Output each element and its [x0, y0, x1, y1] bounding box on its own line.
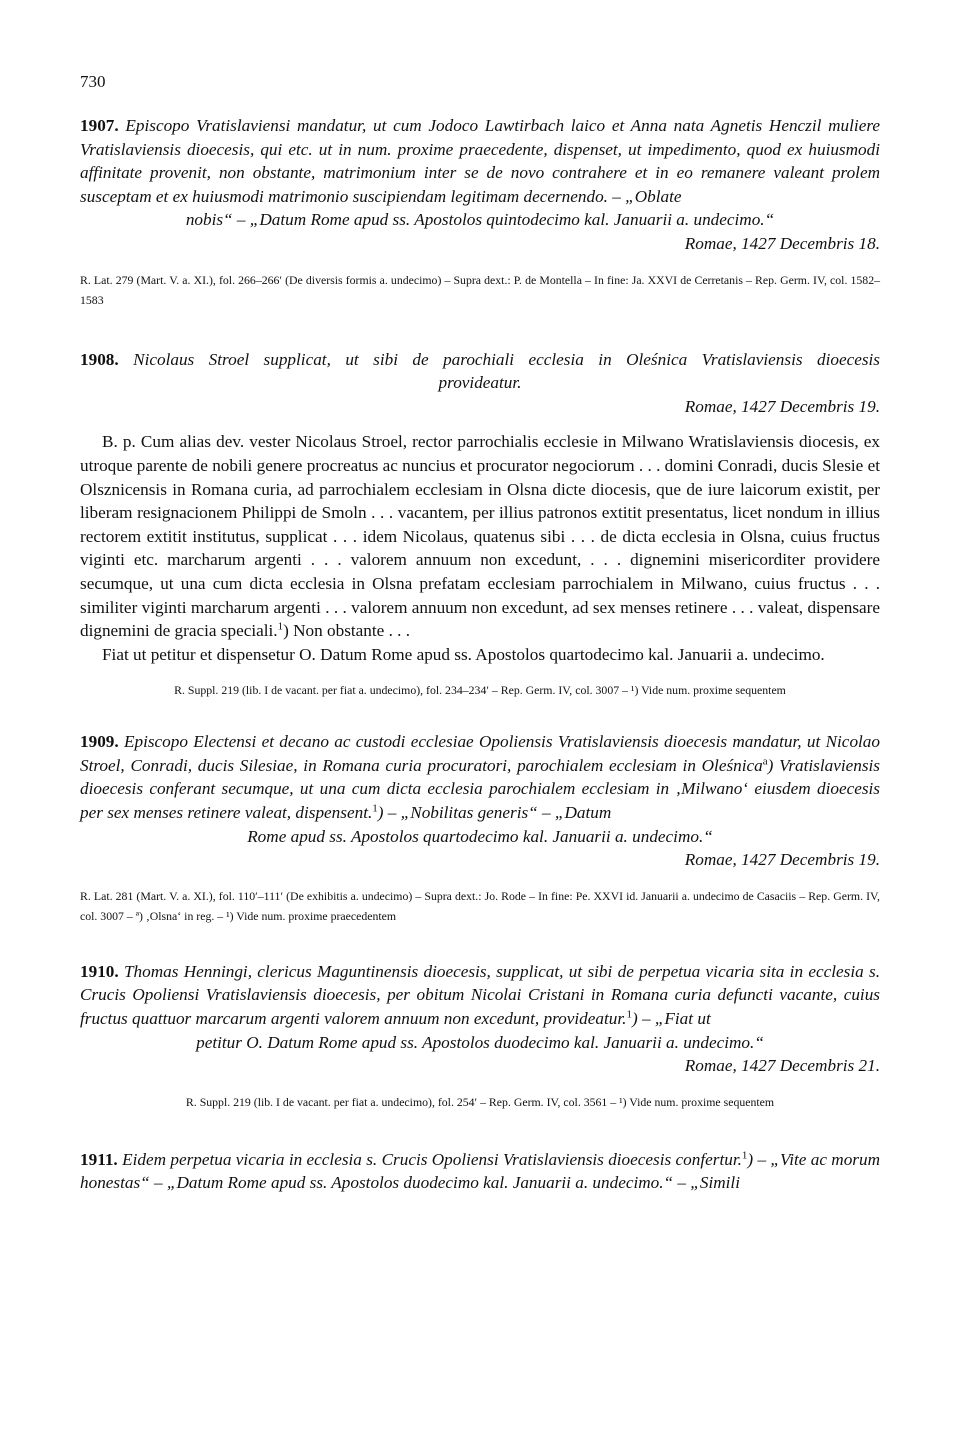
entry-number: 1910.: [80, 961, 119, 981]
entry-number: 1909.: [80, 732, 119, 752]
source-note: R. Lat. 281 (Mart. V. a. XI.), fol. 110′–111′ (De exhibitis a. undecimo) – Supra dext.: Jo. Rode – In fine: Pe. XXVI id. Januarii a. undecimo de Casaciis – Rep. Germ. IV, col. 3007 – ª) ‚Olsna‘ in reg. – ¹) Vide num. proxime praecedentem: [80, 888, 880, 923]
footnote-ref: 1: [372, 802, 378, 815]
footnote-ref: 1: [741, 1149, 748, 1162]
document-page: [80, 72, 880, 1195]
footnote-ref: 1: [277, 620, 284, 633]
regest: [80, 114, 880, 208]
regest-closing: Rome apud ss. Apostolos quartodecimo kal. Januarii a. undecimo.“: [247, 826, 713, 846]
regest-closing: petitur O. Datum Rome apud ss. Apostolos duodecimo kal. Januarii a. undecimo.“: [196, 1032, 764, 1052]
entry-date: Romae, 1427 Decembris 18.: [684, 233, 880, 253]
supplication-body: B. p. Cum alias dev. vester Nicolaus Stroel, rector parrochialis ecclesie in Milwano Wratislaviensis diocesis, ex utroque parente de nobili genere procreatus ac nuncius et procurator negociorum . . . domini Conradi, ducis Slesie et Olsznicensis in Romana curia, ad parrochialem ecclesiam in Olsna dicte diocesis, que de iure laicorum existit, per liberam resignacionem Philippi de Smoln . . . vacantem, per illius patronos extitit presentatus, licet nondum in illius rectorem extitit institutus, supplicat . . . idem Nicolaus, quatenus sibi . . . de dicta ecclesia in Olsna, cuius fructus viginti etc. marcharum argenti . . . valorem annuum non excedunt, . . . dignemini misericorditer providere secumque, ut una cum dicta ecclesia in Olsna prefatam ecclesiam parrochialem in Milwano, cuius fructus . . . similiter viginti marcharum argenti . . . valorem annuum non excedunt, ad sex menses retinere . . . valeat, dispensare dignemini de gracia speciali.: [80, 432, 880, 641]
source-note: R. Suppl. 219 (lib. I de vacant. per fiat a. undecimo), fol. 234–234′ – Rep. Germ. IV, col. 3007 – ¹) Vide num. proxime sequentem: [174, 683, 786, 698]
regest-end: ) – „Nobilitas generis“ – „Datum: [377, 803, 612, 823]
regest-text: Nicolaus Stroel supplicat, ut sibi de parochiali ecclesia in Oleśnica Vratislaviensis dioecesis: [133, 349, 881, 369]
entry-1911: [80, 1148, 880, 1195]
footnote-ref: 1: [626, 1008, 632, 1021]
entry-1908: [80, 348, 880, 701]
supplication-text: [80, 430, 880, 642]
footnote-ref: a: [762, 755, 768, 768]
regest-text: Thomas Henningi, clericus Maguntinensis dioecesis, supplicat, ut sibi de perpetua vicaria sita in ecclesia s. Crucis Opoliensi Vratislaviensis dioecesis, per obitum Nicolai Cristani in Romana curia defuncti vacante, cuius fructus quattuor marcarum argenti valorem annuum non excedunt, provideatur.: [80, 961, 880, 1029]
entry-number: 1907.: [80, 116, 119, 135]
entry-1909: [80, 730, 880, 926]
regest-text: Episcopo Electensi et decano ac custodi ecclesiae Opoliensis Vratislaviensis dioecesis mandatur, ut Nicolao Stroel, Conradi, ducis Silesiae, in Romana curia procuratori, parochialem ecclesiam in Oleśnica: [80, 732, 880, 775]
entry-number: 1908.: [80, 349, 119, 369]
entry-1907: [80, 114, 880, 310]
entry-number: 1911.: [80, 1149, 118, 1169]
source-note: R. Suppl. 219 (lib. I de vacant. per fiat a. undecimo), fol. 254′ – Rep. Germ. IV, col. 3561 – ¹) Vide num. proxime sequentem: [185, 1094, 775, 1109]
source-note: R. Lat. 279 (Mart. V. a. XI.), fol. 266–266′ (De diversis formis a. undecimo) – Supra dext.: P. de Montella – In fine: Ja. XXVI de Cerretanis – Rep. Germ. IV, col. 1582–1583: [80, 272, 880, 307]
concession-text: Fiat ut petitur et dispensetur O. Datum Rome apud ss. Apostolos quartodecimo kal. Januarii a. undecimo.: [102, 644, 825, 664]
regest-text: Episcopo Vratislaviensi mandatur, ut cum Jodoco Lawtirbach laico et Anna nata Agnetis Henczil muliere Vratislaviensis dioecesis, qui etc. ut in num. proxime praecedente, dispenset, ut impedimento, quod ex huiusmodi affinitate provenit, non obstante, matrimonium inter se de novo contrahere et in eo remanere valeant prolem susceptam et ex huiusmodi matrimonio suscipiendam legitimam decernendo. – „Oblate: [80, 116, 881, 206]
entry-date: Romae, 1427 Decembris 19.: [684, 850, 880, 870]
supplication-end: ) Non obstante . . .: [283, 621, 411, 641]
regest-closing: provideatur.: [438, 373, 522, 393]
regest: [80, 730, 880, 824]
regest-closing: nobis“ – „Datum Rome apud ss. Apostolos quintodecimo kal. Januarii a. undecimo.“: [185, 210, 775, 230]
regest-text-cont: ) Vratislaviensis dioecesis conferant secumque, ut una cum dicta ecclesia parochialem ecclesiam in ‚Milwano‘ eiusdem dioecesis per sex menses retinere valeat, dispensent.: [80, 755, 880, 823]
regest: [80, 1148, 880, 1195]
regest-end: ) – „Vite ac morum honestas“ – „Datum Rome apud ss. Apostolos duodecimo kal. Januarii a. undecimo.“ – „Simili: [80, 1149, 881, 1193]
regest: [80, 960, 880, 1031]
regest-end: ) – „Fiat ut: [631, 1009, 711, 1029]
entry-date: Romae, 1427 Decembris 19.: [684, 396, 880, 416]
entry-date: Romae, 1427 Decembris 21.: [684, 1056, 880, 1076]
regest-text: Eidem perpetua vicaria in ecclesia s. Crucis Opoliensi Vratislaviensis dioecesis confertur.: [122, 1149, 742, 1169]
entry-1910: [80, 960, 880, 1112]
page-number: 730: [80, 72, 106, 91]
regest: [80, 348, 880, 372]
